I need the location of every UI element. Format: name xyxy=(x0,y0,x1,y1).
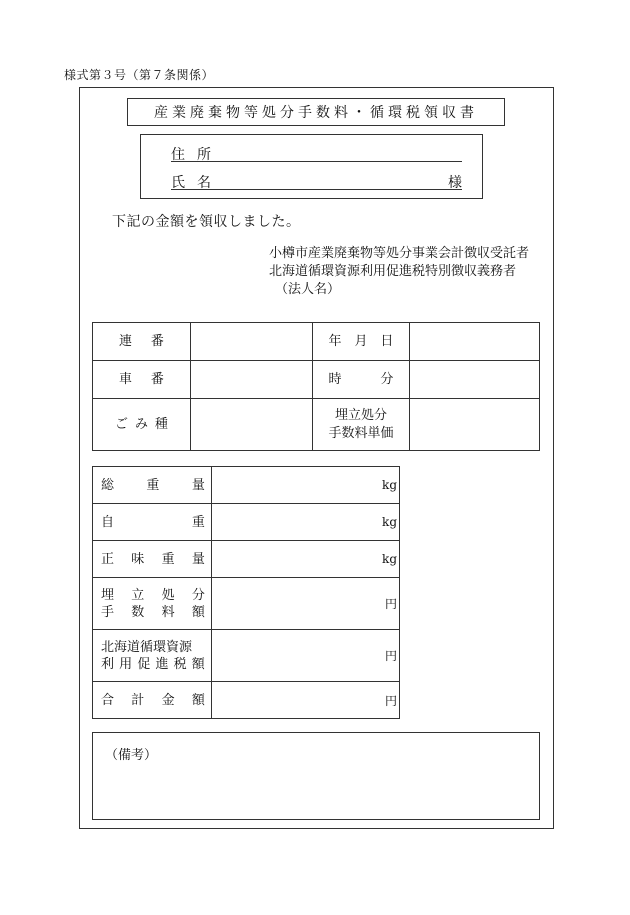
received-statement: 下記の金額を領収しました。 xyxy=(112,214,301,230)
unit-yen: 円 xyxy=(384,693,397,708)
remarks-box[interactable] xyxy=(92,732,540,820)
table-row xyxy=(93,504,400,541)
issuer-corporate-name: （法人名） xyxy=(275,282,341,297)
issuer-line-1: 小樽市産業廃棄物等処分事業会計徴収受託者 xyxy=(269,246,530,261)
table-row xyxy=(93,578,400,630)
address-line[interactable] xyxy=(171,142,462,162)
waste-type-value[interactable] xyxy=(190,399,312,451)
date-label: 年 月 日 xyxy=(312,323,410,361)
total-label: 合 計 金 額 xyxy=(93,682,212,719)
document-title: 産業廃棄物等処分手数料・循環税領収書 xyxy=(127,98,505,126)
unit-kg: kg xyxy=(382,515,397,529)
table-row xyxy=(93,467,400,504)
gross-weight-value[interactable] xyxy=(211,467,399,504)
name-line[interactable] xyxy=(171,170,462,190)
net-weight-label: 正 味 重 量 xyxy=(93,541,212,578)
tare-label: 自 重 xyxy=(93,504,212,541)
address-label: 住所 xyxy=(171,147,223,163)
time-value[interactable] xyxy=(410,361,540,399)
vehicle-label: 車 番 xyxy=(93,361,191,399)
recycling-tax-value[interactable] xyxy=(211,630,399,682)
unit-price-label: 埋立処分 手数料単価 xyxy=(312,399,410,451)
unit-yen: 円 xyxy=(384,649,397,663)
recipient-box xyxy=(140,134,483,199)
tare-value[interactable] xyxy=(211,504,399,541)
issuer-block xyxy=(269,245,529,299)
table-row xyxy=(93,682,400,719)
table-row xyxy=(93,361,540,399)
unit-kg: kg xyxy=(382,552,397,566)
waste-type-label: ご み 種 xyxy=(93,399,191,451)
name-label: 氏名 xyxy=(171,175,223,191)
honorific: 様 xyxy=(448,175,462,191)
net-weight-value[interactable] xyxy=(211,541,399,578)
unit-yen: 円 xyxy=(384,597,397,611)
issuer-line-2: 北海道循環資源利用促進税特別徴収義務者 xyxy=(269,264,517,279)
landfill-fee-label: 埋 立 処 分 手 数 料 額 xyxy=(93,578,212,630)
amount-table xyxy=(92,466,400,719)
gross-weight-label: 総 重 量 xyxy=(93,467,212,504)
unit-price-value[interactable] xyxy=(410,399,540,451)
table-row xyxy=(93,323,540,361)
serial-value[interactable] xyxy=(190,323,312,361)
unit-kg: kg xyxy=(382,478,397,492)
total-value[interactable] xyxy=(211,682,399,719)
time-label: 時 分 xyxy=(312,361,410,399)
table-row xyxy=(93,399,540,451)
remarks-label: （備考） xyxy=(105,748,158,763)
form-number-label: 様式第３号（第７条関係） xyxy=(64,68,215,82)
table-row xyxy=(93,630,400,682)
table-row xyxy=(93,541,400,578)
date-value[interactable] xyxy=(410,323,540,361)
info-table xyxy=(92,322,540,451)
vehicle-value[interactable] xyxy=(190,361,312,399)
landfill-fee-value[interactable] xyxy=(211,578,399,630)
serial-label: 連 番 xyxy=(93,323,191,361)
recycling-tax-label: 北海道循環資源 利 用 促 進 税 額 xyxy=(93,630,212,682)
